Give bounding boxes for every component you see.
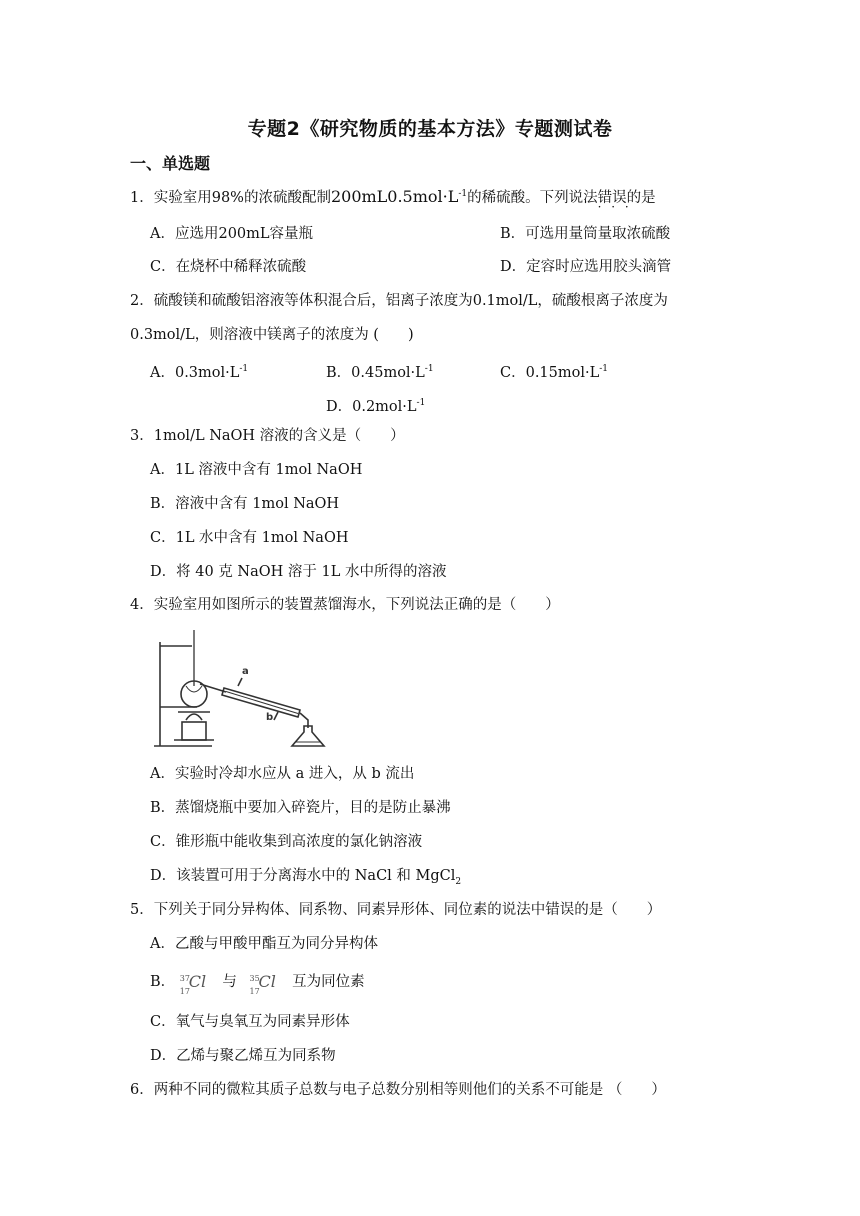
q3-option-c: C．1L 水中含有 1mol NaOH [150,530,349,546]
question-4-stem: 4．实验室用如图所示的装置蒸馏海水，下列说法正确的是（ ） [130,597,560,613]
q4-option-d-text: D．该装置可用于分离海水中的 NaCl 和 MgCl [150,868,456,884]
q1-stem-part: 1．实验室用98%的浓硫酸配制 [130,189,331,206]
q5-option-d: D．乙烯与聚乙烯互为同系物 [150,1048,336,1064]
erlenmeyer-flask [292,726,324,746]
isotope-symbol: Cl [188,972,207,991]
q1-option-c: C．在烧杯中稀释浓硫酸 [150,259,307,275]
q5-option-c: C．氧气与臭氧互为同素异形体 [150,1014,350,1030]
question-5-stem: 5．下列关于同分异构体、同系物、同素异形体、同位素的说法中错误的是（ ） [130,902,662,918]
flask-side-arm [200,684,226,692]
section-heading: 一、单选题 [130,154,211,173]
water-inlet-tube [238,678,242,686]
q5-option-b [150,972,365,996]
q1-stem-part: 的稀硫酸。下列说法 [467,189,598,206]
q1-emphasis-dots: 错误 · · · [598,188,627,208]
q1-stem-part: 的是 [626,189,656,206]
q2-option-a-text: A．0.3mol·L [150,364,240,381]
isotope-cl-37 [179,972,210,996]
q2-option-c-sup: -1 [599,364,609,374]
isotope-atomic-number: 17 [179,987,190,996]
q2-option-c [500,359,608,383]
question-3-stem: 3．1mol/L NaOH 溶液的含义是（ ） [130,428,405,444]
question-1-stem [130,184,656,208]
q3-option-b: B．溶液中含有 1mol NaOH [150,496,340,512]
q5-option-a: A．乙酸与甲酸甲酯互为同分异构体 [150,936,378,952]
q4-option-d [150,866,461,892]
q2-option-b [326,359,434,383]
q2-option-b-text: B．0.45mol·L [326,364,425,381]
flask-liquid [186,686,202,692]
question-2-stem-cont: 0.3mol/L，则溶液中镁离子的浓度为 ( ) [130,327,414,343]
distillation-apparatus-figure [152,628,332,750]
water-outlet-tube [274,712,278,720]
q4-option-c: C．锥形瓶中能收集到高浓度的氯化钠溶液 [150,834,423,850]
q2-option-d [326,393,425,417]
q2-option-c-text: C．0.15mol·L [500,364,600,381]
q4-option-b: B．蒸馏烧瓶中要加入碎瓷片，目的是防止暴沸 [150,800,451,816]
q2-option-d-sup: -1 [416,398,426,408]
q4-option-d-sub: 2 [455,876,462,887]
q1-option-d: D．定容时应选用胶头滴管 [500,259,672,275]
q2-option-a [150,359,248,383]
question-2-stem: 2．硫酸镁和硫酸铝溶液等体积混合后，铝离子浓度为0.1mol/L，硫酸根离子浓度为 [130,293,668,309]
q1-option-b: B．可选用量筒量取浓硫酸 [500,226,671,242]
burner-flame [186,714,202,720]
page-title: 专题2《研究物质的基本方法》专题测试卷 [247,118,613,140]
q3-option-a: A．1L 溶液中含有 1mol NaOH [150,462,363,478]
q1-stem-sup: -1 [458,189,468,199]
q2-option-d-text: D．0.2mol·L [326,398,417,415]
isotope-cl-35 [249,972,279,996]
label-b: b [266,712,274,723]
q5-option-b-mid: 与 [222,974,237,990]
isotope-mass-number: 37 [179,974,190,983]
isotope-atomic-number: 17 [249,987,260,996]
condenser-inner-tube [226,692,298,714]
isotope-mass-number: 35 [249,974,260,983]
label-a: a [242,666,249,677]
q1-option-a: A．应选用200mL容量瓶 [150,226,314,242]
q2-option-a-sup: -1 [239,364,249,374]
alcohol-lamp [182,722,206,740]
q1-stem-formula: 200mL0.5mol·L [330,186,459,206]
q5-option-b-prefix: B． [150,974,176,990]
q2-option-b-sup: -1 [424,364,434,374]
isotope-symbol: Cl [258,972,276,991]
question-6-stem: 6．两种不同的微粒其质子总数与电子总数分别相等则他们的关系不可能是 （ ） [130,1082,666,1098]
q4-option-a: A．实验时冷却水应从 a 进入，从 b 流出 [150,766,415,782]
q5-option-b-suffix: 互为同位素 [292,974,365,990]
q3-option-d: D．将 40 克 NaOH 溶于 1L 水中所得的溶液 [150,564,447,580]
